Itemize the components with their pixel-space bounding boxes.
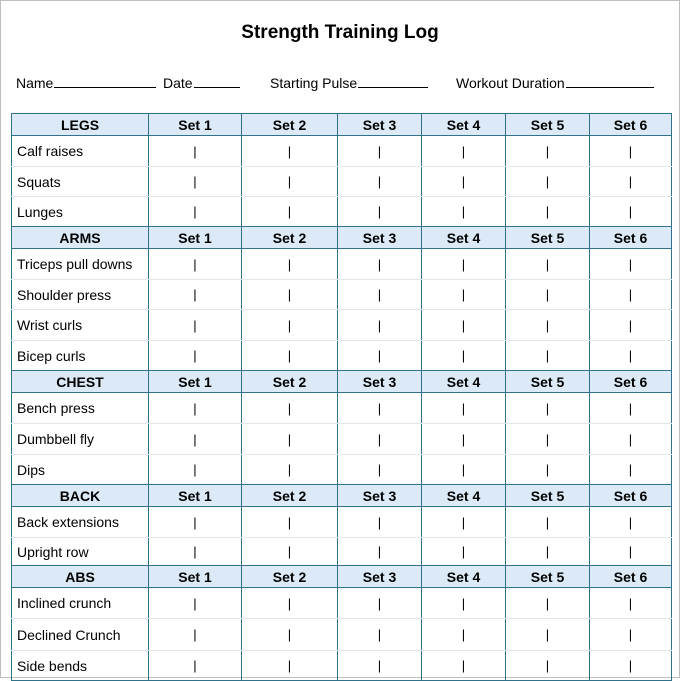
training-log-table bbox=[11, 113, 672, 681]
set-header-1: Set 1 bbox=[149, 371, 242, 393]
exercise-name: Bench press bbox=[12, 393, 149, 424]
set-entry-cell[interactable]: | bbox=[422, 424, 506, 455]
set-entry-cell[interactable]: | bbox=[422, 393, 506, 424]
set-entry-cell[interactable]: | bbox=[338, 619, 422, 651]
exercise-name: Calf raises bbox=[12, 136, 149, 167]
set-entry-cell[interactable]: | bbox=[242, 651, 338, 681]
set-entry-cell[interactable]: | bbox=[338, 455, 422, 485]
set-entry-cell[interactable]: | bbox=[590, 507, 672, 538]
exercise-row bbox=[12, 393, 672, 424]
exercise-name: Side bends bbox=[12, 651, 149, 681]
set-header-6: Set 6 bbox=[590, 371, 672, 393]
exercise-name: Inclined crunch bbox=[12, 588, 149, 619]
set-entry-cell[interactable]: | bbox=[149, 507, 242, 538]
set-header-6: Set 6 bbox=[590, 227, 672, 249]
set-header-6: Set 6 bbox=[590, 485, 672, 507]
set-entry-cell[interactable]: | bbox=[506, 341, 590, 371]
set-entry-cell[interactable]: | bbox=[590, 341, 672, 371]
exercise-name: Upright row bbox=[12, 538, 149, 566]
set-header-1: Set 1 bbox=[149, 566, 242, 588]
exercise-name: Wrist curls bbox=[12, 310, 149, 341]
set-header-3: Set 3 bbox=[338, 371, 422, 393]
set-entry-cell[interactable]: | bbox=[422, 507, 506, 538]
set-entry-cell[interactable]: | bbox=[590, 651, 672, 681]
set-entry-cell[interactable]: | bbox=[149, 310, 242, 341]
set-header-1: Set 1 bbox=[149, 227, 242, 249]
section-name: ARMS bbox=[12, 227, 149, 249]
set-entry-cell[interactable]: | bbox=[242, 197, 338, 227]
exercise-row bbox=[12, 455, 672, 485]
set-entry-cell[interactable]: | bbox=[422, 588, 506, 619]
set-header-2: Set 2 bbox=[242, 371, 338, 393]
exercise-row bbox=[12, 588, 672, 619]
set-header-5: Set 5 bbox=[506, 114, 590, 136]
set-entry-cell[interactable]: | bbox=[338, 310, 422, 341]
exercise-row bbox=[12, 197, 672, 227]
exercise-name: Bicep curls bbox=[12, 341, 149, 371]
exercise-row bbox=[12, 136, 672, 167]
set-entry-cell[interactable]: | bbox=[506, 455, 590, 485]
set-header-4: Set 4 bbox=[422, 114, 506, 136]
set-header-2: Set 2 bbox=[242, 566, 338, 588]
exercise-row bbox=[12, 341, 672, 371]
set-entry-cell[interactable]: | bbox=[338, 651, 422, 681]
name-field[interactable] bbox=[16, 73, 156, 91]
set-entry-cell[interactable]: | bbox=[590, 280, 672, 310]
set-entry-cell[interactable]: | bbox=[338, 197, 422, 227]
exercise-name: Dips bbox=[12, 455, 149, 485]
exercise-name: Back extensions bbox=[12, 507, 149, 538]
set-entry-cell[interactable]: | bbox=[242, 507, 338, 538]
set-entry-cell[interactable]: | bbox=[590, 167, 672, 197]
set-entry-cell[interactable]: | bbox=[242, 341, 338, 371]
set-header-4: Set 4 bbox=[422, 566, 506, 588]
set-entry-cell[interactable]: | bbox=[590, 588, 672, 619]
set-entry-cell[interactable]: | bbox=[422, 341, 506, 371]
date-field[interactable] bbox=[163, 73, 240, 91]
set-header-6: Set 6 bbox=[590, 114, 672, 136]
set-entry-cell[interactable]: | bbox=[338, 249, 422, 280]
set-entry-cell[interactable]: | bbox=[506, 197, 590, 227]
set-entry-cell[interactable]: | bbox=[422, 136, 506, 167]
section-header-abs bbox=[12, 566, 672, 588]
set-header-6: Set 6 bbox=[590, 566, 672, 588]
set-entry-cell[interactable]: | bbox=[506, 280, 590, 310]
set-entry-cell[interactable]: | bbox=[506, 651, 590, 681]
section-header-back bbox=[12, 485, 672, 507]
section-name: CHEST bbox=[12, 371, 149, 393]
set-header-2: Set 2 bbox=[242, 227, 338, 249]
set-header-5: Set 5 bbox=[506, 485, 590, 507]
set-entry-cell[interactable]: | bbox=[590, 619, 672, 651]
set-header-4: Set 4 bbox=[422, 485, 506, 507]
set-entry-cell[interactable]: | bbox=[422, 651, 506, 681]
set-entry-cell[interactable]: | bbox=[149, 455, 242, 485]
set-entry-cell[interactable]: | bbox=[338, 393, 422, 424]
set-entry-cell[interactable]: | bbox=[242, 393, 338, 424]
set-entry-cell[interactable]: | bbox=[506, 588, 590, 619]
set-entry-cell[interactable]: | bbox=[338, 538, 422, 566]
set-entry-cell[interactable]: | bbox=[242, 619, 338, 651]
exercise-row bbox=[12, 310, 672, 341]
set-header-2: Set 2 bbox=[242, 485, 338, 507]
set-header-1: Set 1 bbox=[149, 485, 242, 507]
name-blank[interactable] bbox=[54, 73, 156, 88]
set-entry-cell[interactable]: | bbox=[590, 455, 672, 485]
set-header-5: Set 5 bbox=[506, 371, 590, 393]
workout-duration-field[interactable] bbox=[456, 73, 654, 91]
set-header-5: Set 5 bbox=[506, 227, 590, 249]
set-header-4: Set 4 bbox=[422, 371, 506, 393]
set-entry-cell[interactable]: | bbox=[149, 651, 242, 681]
set-entry-cell[interactable]: | bbox=[422, 197, 506, 227]
section-name: LEGS bbox=[12, 114, 149, 136]
set-entry-cell[interactable]: | bbox=[422, 538, 506, 566]
section-name: BACK bbox=[12, 485, 149, 507]
date-blank[interactable] bbox=[194, 73, 240, 88]
set-entry-cell[interactable]: | bbox=[242, 455, 338, 485]
set-entry-cell[interactable]: | bbox=[506, 136, 590, 167]
exercise-row bbox=[12, 538, 672, 566]
set-entry-cell[interactable]: | bbox=[149, 167, 242, 197]
exercise-row bbox=[12, 651, 672, 681]
set-entry-cell[interactable]: | bbox=[506, 538, 590, 566]
section-header-chest bbox=[12, 371, 672, 393]
set-entry-cell[interactable]: | bbox=[590, 393, 672, 424]
date-label: Date bbox=[163, 75, 193, 91]
set-entry-cell[interactable]: | bbox=[338, 136, 422, 167]
set-entry-cell[interactable]: | bbox=[338, 280, 422, 310]
set-header-5: Set 5 bbox=[506, 566, 590, 588]
set-header-2: Set 2 bbox=[242, 114, 338, 136]
set-entry-cell[interactable]: | bbox=[338, 167, 422, 197]
set-entry-cell[interactable]: | bbox=[242, 310, 338, 341]
set-entry-cell[interactable]: | bbox=[506, 167, 590, 197]
exercise-name: Declined Crunch bbox=[12, 619, 149, 651]
name-label: Name bbox=[16, 75, 54, 91]
set-entry-cell[interactable]: | bbox=[422, 619, 506, 651]
set-header-3: Set 3 bbox=[338, 566, 422, 588]
set-entry-cell[interactable]: | bbox=[338, 588, 422, 619]
section-header-legs bbox=[12, 114, 672, 136]
set-entry-cell[interactable]: | bbox=[506, 249, 590, 280]
workout-duration-blank[interactable] bbox=[566, 73, 654, 88]
set-entry-cell[interactable]: | bbox=[338, 341, 422, 371]
exercise-row bbox=[12, 167, 672, 197]
set-entry-cell[interactable]: | bbox=[422, 455, 506, 485]
section-header-arms bbox=[12, 227, 672, 249]
exercise-name: Lunges bbox=[12, 197, 149, 227]
set-entry-cell[interactable]: | bbox=[149, 424, 242, 455]
exercise-name: Shoulder press bbox=[12, 280, 149, 310]
set-entry-cell[interactable]: | bbox=[590, 197, 672, 227]
set-entry-cell[interactable]: | bbox=[149, 341, 242, 371]
set-entry-cell[interactable]: | bbox=[590, 249, 672, 280]
set-entry-cell[interactable]: | bbox=[506, 507, 590, 538]
set-entry-cell[interactable]: | bbox=[506, 619, 590, 651]
set-entry-cell[interactable]: | bbox=[422, 310, 506, 341]
set-header-3: Set 3 bbox=[338, 485, 422, 507]
set-entry-cell[interactable]: | bbox=[242, 136, 338, 167]
set-header-1: Set 1 bbox=[149, 114, 242, 136]
starting-pulse-field[interactable] bbox=[270, 73, 428, 91]
exercise-name: Triceps pull downs bbox=[12, 249, 149, 280]
set-entry-cell[interactable]: | bbox=[149, 619, 242, 651]
set-entry-cell[interactable]: | bbox=[242, 280, 338, 310]
set-entry-cell[interactable]: | bbox=[149, 136, 242, 167]
exercise-name: Dumbbell fly bbox=[12, 424, 149, 455]
set-entry-cell[interactable]: | bbox=[149, 588, 242, 619]
set-entry-cell[interactable]: | bbox=[422, 167, 506, 197]
set-entry-cell[interactable]: | bbox=[338, 507, 422, 538]
set-header-3: Set 3 bbox=[338, 114, 422, 136]
set-entry-cell[interactable]: | bbox=[242, 424, 338, 455]
starting-pulse-blank[interactable] bbox=[358, 73, 428, 88]
set-entry-cell[interactable]: | bbox=[338, 424, 422, 455]
set-entry-cell[interactable]: | bbox=[242, 167, 338, 197]
page-title: Strength Training Log bbox=[241, 22, 439, 43]
training-log-body bbox=[12, 114, 672, 681]
exercise-row bbox=[12, 280, 672, 310]
set-entry-cell[interactable]: | bbox=[149, 197, 242, 227]
set-entry-cell[interactable]: | bbox=[422, 249, 506, 280]
set-entry-cell[interactable]: | bbox=[506, 393, 590, 424]
set-entry-cell[interactable]: | bbox=[506, 310, 590, 341]
set-entry-cell[interactable]: | bbox=[590, 424, 672, 455]
set-entry-cell[interactable]: | bbox=[149, 393, 242, 424]
exercise-row bbox=[12, 249, 672, 280]
set-entry-cell[interactable]: | bbox=[590, 310, 672, 341]
set-entry-cell[interactable]: | bbox=[149, 249, 242, 280]
set-header-4: Set 4 bbox=[422, 227, 506, 249]
set-entry-cell[interactable]: | bbox=[149, 280, 242, 310]
exercise-row bbox=[12, 507, 672, 538]
set-entry-cell[interactable]: | bbox=[590, 538, 672, 566]
set-entry-cell[interactable]: | bbox=[149, 538, 242, 566]
set-entry-cell[interactable]: | bbox=[422, 280, 506, 310]
set-entry-cell[interactable]: | bbox=[242, 588, 338, 619]
section-name: ABS bbox=[12, 566, 149, 588]
workout-duration-label: Workout Duration bbox=[456, 75, 565, 91]
set-entry-cell[interactable]: | bbox=[590, 136, 672, 167]
exercise-row bbox=[12, 424, 672, 455]
exercise-row bbox=[12, 619, 672, 651]
set-header-3: Set 3 bbox=[338, 227, 422, 249]
set-entry-cell[interactable]: | bbox=[242, 538, 338, 566]
exercise-name: Squats bbox=[12, 167, 149, 197]
set-entry-cell[interactable]: | bbox=[506, 424, 590, 455]
starting-pulse-label: Starting Pulse bbox=[270, 75, 358, 91]
set-entry-cell[interactable]: | bbox=[242, 249, 338, 280]
